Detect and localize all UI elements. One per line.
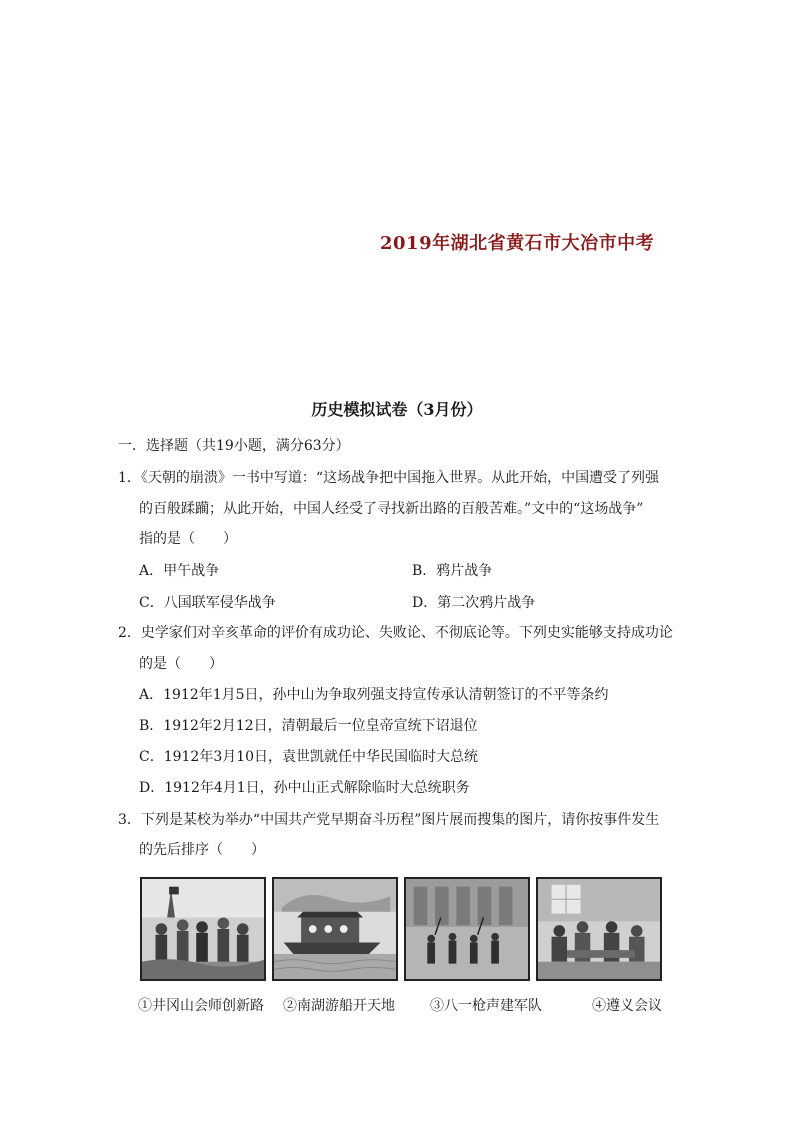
- caption-4: ④遵义会议: [592, 998, 662, 1014]
- question-3-picture-row: [140, 877, 662, 981]
- question-1-line-3: 指的是（ ）: [139, 531, 237, 547]
- question-1-option-c: C．八国联军侵华战争: [139, 595, 276, 611]
- exam-title: 2019年湖北省黄石市大冶市中考: [380, 233, 655, 254]
- exam-subtitle: 历史模拟试卷（3月份）: [311, 400, 483, 419]
- question-1-option-b: B．鸦片战争: [412, 563, 493, 579]
- question-1-line-2: 的百般蹂躏；从此开始，中国人经受了寻找新出路的百般苦难。”文中的“这场战争”: [139, 501, 644, 517]
- question-3-line-1: 3．下列是某校为举办“中国共产党早期奋斗历程”图片展而搜集的图片，请你按事件发生: [118, 812, 660, 828]
- question-2-line-1: 2．史学家们对辛亥革命的评价有成功论、失败论、不彻底论等。下列史实能够支持成功论: [118, 625, 673, 641]
- nanhu-boat-image: [272, 877, 398, 981]
- question-2-option-d: D．1912年4月1日，孙中山正式解除临时大总统职务: [139, 780, 470, 796]
- question-1-line-1: 1．《天朝的崩溃》一书中写道：“这场战争把中国拖入世界。从此开始，中国遭受了列强: [118, 470, 660, 486]
- section-heading: 一．选择题（共19小题，满分63分）: [118, 438, 350, 454]
- question-2-option-a: A．1912年1月5日，孙中山为争取列强支持宣传承认清朝签订的不平等条约: [139, 687, 609, 703]
- nanchang-uprising-image: [404, 877, 530, 981]
- question-2-option-c: C．1912年3月10日，袁世凯就任中华民国临时大总统: [139, 749, 479, 765]
- question-1-option-a: A．甲午战争: [139, 563, 220, 579]
- caption-3: ③八一枪声建军队: [430, 998, 542, 1014]
- caption-2: ②南湖游船开天地: [283, 998, 395, 1014]
- question-2-option-b: B．1912年2月12日，清朝最后一位皇帝宣统下诏退位: [139, 718, 478, 734]
- question-2-line-2: 的是（ ）: [139, 656, 223, 672]
- question-1-option-d: D．第二次鸦片战争: [412, 595, 536, 611]
- zunyi-meeting-image: [536, 877, 662, 981]
- caption-1: ①井冈山会师创新路: [138, 998, 264, 1014]
- jinggangshan-meeting-image: [140, 877, 266, 981]
- question-3-line-2: 的先后排序（ ）: [139, 842, 265, 858]
